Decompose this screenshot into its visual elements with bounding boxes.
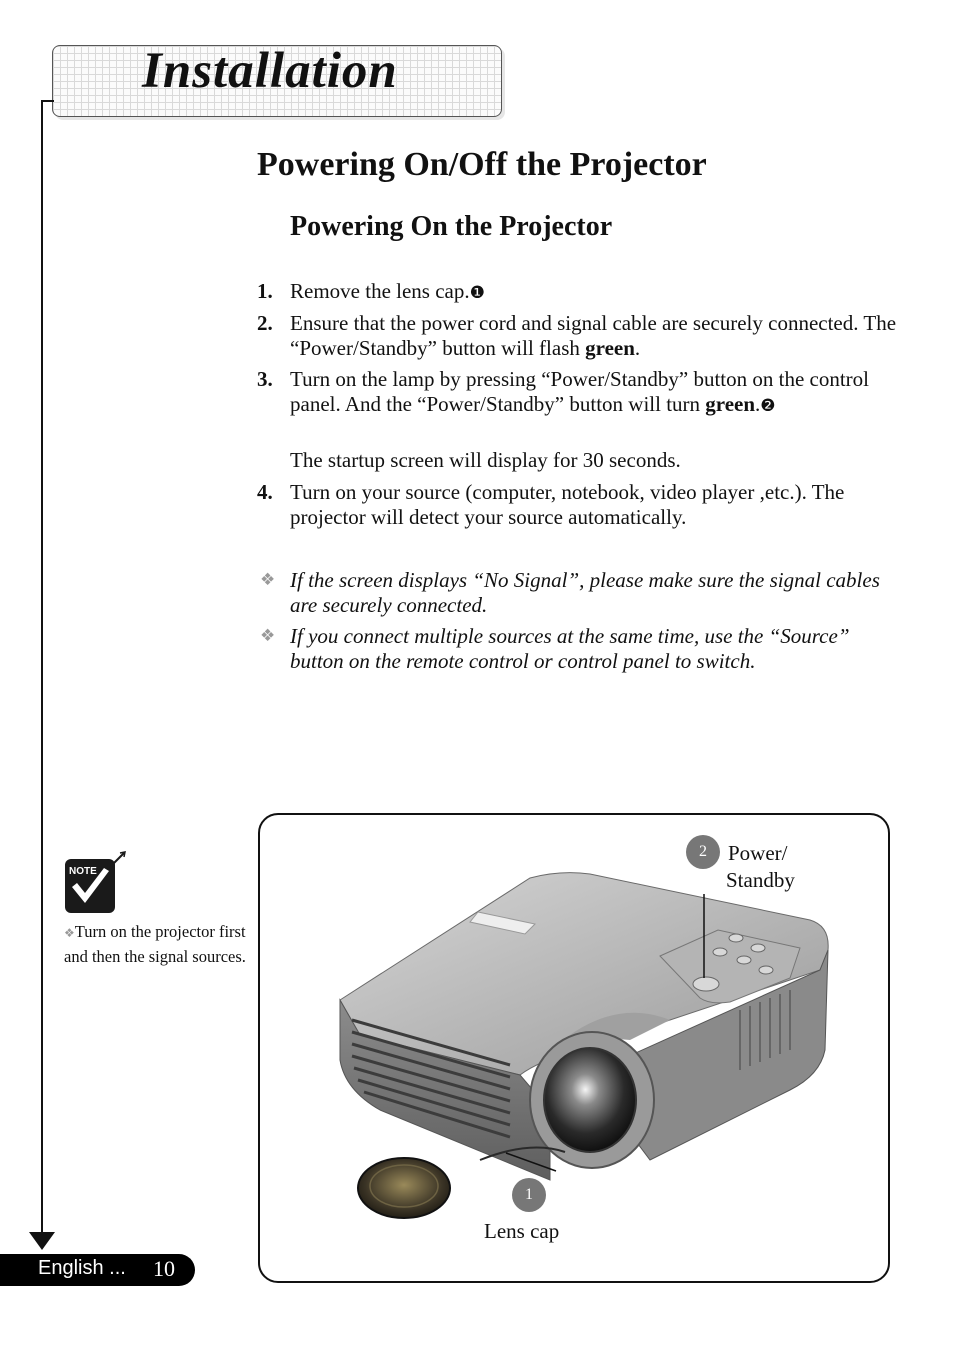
step-number: 4. [257,480,273,504]
footer-language: English ... [38,1257,126,1279]
callout-2-label-line2: Standby [726,868,795,892]
callout-1-badge: 1 [512,1178,546,1212]
step-item [257,367,907,419]
step-emphasis: green [585,336,635,360]
note-icon-label: NOTE [69,866,97,877]
diamond-bullet-icon: ❖ [260,626,276,646]
chapter-title: Installation [142,43,398,99]
page-number: 10 [153,1256,175,1281]
down-arrow-icon [29,1232,55,1250]
step-punctuation: . [755,392,761,416]
tip-item [260,624,900,674]
step-item [257,480,907,530]
step-number: 1. [257,279,273,303]
tip-text: If you connect multiple sources at the same time, use the “Source” button on the remote control or control panel to switch. [290,624,850,673]
diamond-bullet-icon: ❖ [64,926,75,940]
callout-2-marker: ❷ [760,396,776,416]
step-item [257,311,907,361]
step-text: Turn on your source (computer, notebook, video player ,etc.). The projector will detect your source automatically. [290,480,845,529]
section-title: Powering On/Off the Projector [257,146,707,183]
step-number: 3. [257,367,273,391]
step-text: Remove the lens cap. [290,279,470,303]
projector-image [320,860,840,1220]
step-punctuation: . [634,336,641,360]
page-footer [0,1254,195,1286]
step-text: Ensure that the power cord and signal cable are securely connected. The “Power/Standby” button will flash [290,311,897,360]
step-item [257,279,907,306]
note-icon [64,851,128,920]
step-text: Turn on the lamp by pressing “Power/Standby” button on the control panel. And the “Power/Standby” button will turn [290,367,869,416]
note-text [64,920,264,968]
tip-text: If the screen displays “No Signal”, please make sure the signal cables are securely connected. [290,568,880,617]
step-note: The startup screen will display for 30 seconds. [290,448,681,472]
diamond-bullet-icon: ❖ [260,570,276,590]
tip-item [260,568,900,618]
callout-2-badge: 2 [686,835,720,869]
callout-1-label: Lens cap [484,1219,560,1243]
callout-2-label-line1: Power/ [728,841,788,865]
step-number: 2. [257,311,273,335]
side-rule [41,101,43,1236]
step-emphasis: green [705,392,756,416]
callout-1-marker: ❶ [469,283,485,303]
note-body: Turn on the projector first and then the signal sources. [64,922,246,966]
subsection-title: Powering On the Projector [290,211,613,242]
